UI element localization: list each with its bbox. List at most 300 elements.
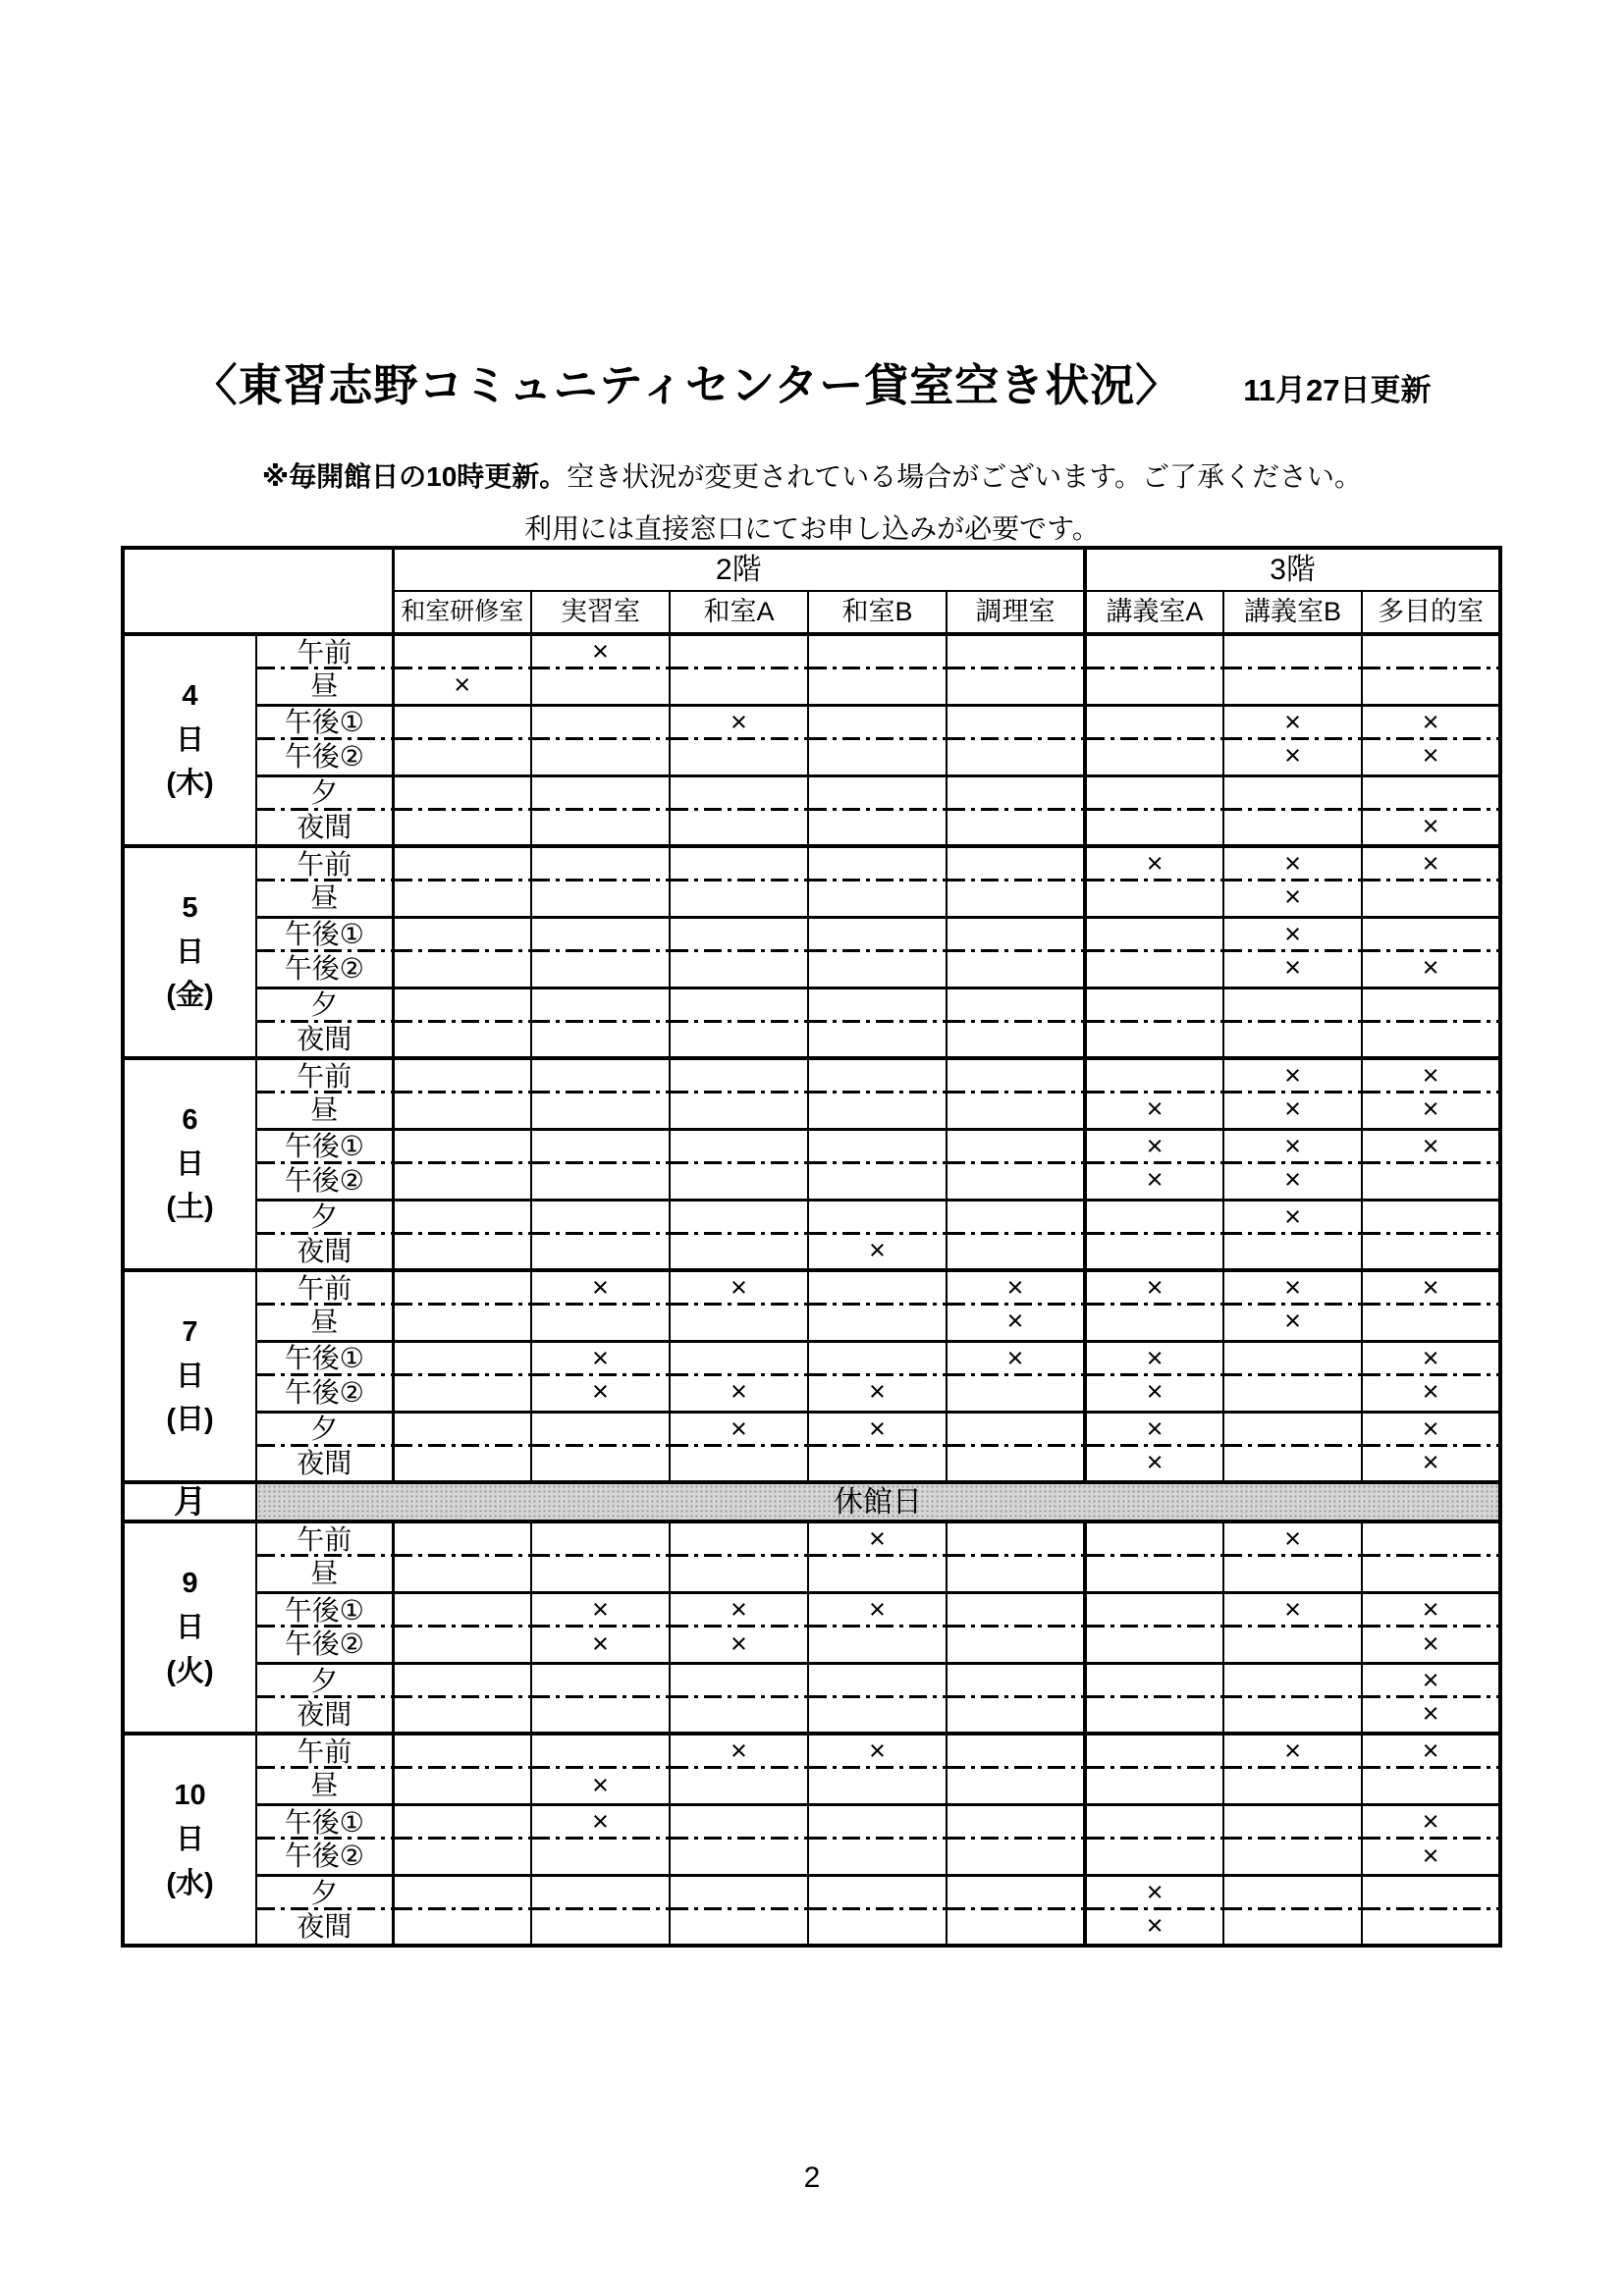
time-slot-label: 午後① xyxy=(256,1804,393,1840)
date-weekday: (金) xyxy=(166,980,214,1012)
availability-cell xyxy=(670,1522,808,1557)
page-number: 2 xyxy=(803,2162,821,2194)
availability-cell xyxy=(1223,1804,1362,1840)
time-slot-label: 午後② xyxy=(256,1376,393,1412)
availability-cell xyxy=(947,1910,1085,1946)
date-weekday: (水) xyxy=(166,1867,214,1899)
availability-cell: × xyxy=(1362,1592,1500,1628)
availability-cell xyxy=(393,775,531,811)
availability-cell xyxy=(1362,1522,1500,1557)
availability-cell xyxy=(670,1023,808,1058)
time-slot-label: 午後② xyxy=(256,740,393,775)
time-slot-row xyxy=(123,1628,1500,1663)
availability-cell: × xyxy=(947,1341,1085,1376)
availability-cell xyxy=(1085,1306,1223,1341)
availability-cell xyxy=(531,740,670,775)
availability-cell xyxy=(531,811,670,846)
availability-cell xyxy=(531,1235,670,1270)
availability-cell xyxy=(1085,881,1223,917)
availability-cell: × xyxy=(1362,1376,1500,1412)
availability-cell xyxy=(670,811,808,846)
availability-cell xyxy=(393,1094,531,1129)
availability-cell: × xyxy=(1362,1412,1500,1447)
availability-cell xyxy=(1085,669,1223,705)
availability-cell xyxy=(947,952,1085,988)
availability-cell xyxy=(947,1023,1085,1058)
availability-cell xyxy=(947,1769,1085,1804)
availability-cell xyxy=(947,1522,1085,1557)
date-cell xyxy=(123,634,256,846)
availability-cell xyxy=(808,705,947,740)
availability-cell xyxy=(1362,881,1500,917)
availability-cell xyxy=(1223,1663,1362,1698)
availability-cell xyxy=(1223,634,1362,669)
availability-cell xyxy=(808,846,947,881)
availability-cell xyxy=(670,846,808,881)
availability-cell: × xyxy=(1223,1164,1362,1200)
availability-cell xyxy=(1223,1698,1362,1734)
availability-cell xyxy=(1362,1235,1500,1270)
availability-cell xyxy=(393,1840,531,1875)
availability-cell xyxy=(393,1628,531,1663)
time-slot-row xyxy=(123,988,1500,1023)
time-slot-label: 昼 xyxy=(256,1769,393,1804)
availability-cell xyxy=(808,1840,947,1875)
availability-cell xyxy=(808,1164,947,1200)
date-number: 4 xyxy=(182,679,198,712)
availability-cell xyxy=(1085,1023,1223,1058)
availability-cell xyxy=(393,1875,531,1910)
time-slot-row xyxy=(123,1341,1500,1376)
availability-cell: × xyxy=(670,1376,808,1412)
availability-cell xyxy=(393,881,531,917)
availability-cell xyxy=(531,1412,670,1447)
time-slot-row xyxy=(123,634,1500,669)
availability-cell xyxy=(1223,1557,1362,1592)
availability-cell xyxy=(1362,1200,1500,1235)
availability-cell: × xyxy=(1223,952,1362,988)
availability-cell: × xyxy=(1085,1094,1223,1129)
availability-cell: × xyxy=(1362,1663,1500,1698)
floor-header-row xyxy=(123,548,1500,591)
availability-cell xyxy=(1085,740,1223,775)
time-slot-label: 昼 xyxy=(256,881,393,917)
availability-cell: × xyxy=(670,1734,808,1769)
availability-cell xyxy=(1085,705,1223,740)
availability-cell: × xyxy=(1362,1734,1500,1769)
availability-cell: × xyxy=(1223,881,1362,917)
availability-cell: × xyxy=(1362,705,1500,740)
availability-cell xyxy=(1085,811,1223,846)
time-slot-label: 午前 xyxy=(256,1270,393,1306)
availability-cell xyxy=(808,634,947,669)
availability-cell xyxy=(947,1592,1085,1628)
closed-notice: 休館日 xyxy=(256,1482,1500,1522)
availability-cell: × xyxy=(1362,1804,1500,1840)
note-line-1 xyxy=(0,455,1624,495)
time-slot-row xyxy=(123,1769,1500,1804)
availability-cell xyxy=(531,1910,670,1946)
time-slot-label: 昼 xyxy=(256,1557,393,1592)
availability-cell xyxy=(393,1592,531,1628)
availability-cell xyxy=(393,811,531,846)
time-slot-label: 午後① xyxy=(256,917,393,952)
availability-cell xyxy=(947,1628,1085,1663)
time-slot-row xyxy=(123,1023,1500,1058)
time-slot-label: 昼 xyxy=(256,669,393,705)
availability-cell xyxy=(947,811,1085,846)
availability-cell xyxy=(808,1094,947,1129)
availability-cell xyxy=(393,1270,531,1306)
availability-cell xyxy=(947,1804,1085,1840)
availability-cell xyxy=(947,1058,1085,1094)
availability-cell xyxy=(393,952,531,988)
availability-cell xyxy=(670,1875,808,1910)
availability-cell xyxy=(808,1306,947,1341)
date-number: 7 xyxy=(182,1315,198,1348)
availability-cell xyxy=(393,1164,531,1200)
availability-cell xyxy=(808,1663,947,1698)
availability-cell: × xyxy=(670,1592,808,1628)
availability-cell xyxy=(670,1840,808,1875)
availability-cell xyxy=(670,1804,808,1840)
time-slot-label: 午後② xyxy=(256,1164,393,1200)
availability-cell xyxy=(531,952,670,988)
availability-cell xyxy=(1223,1023,1362,1058)
availability-cell xyxy=(1223,669,1362,705)
availability-cell xyxy=(531,775,670,811)
availability-cell xyxy=(808,1875,947,1910)
availability-cell xyxy=(670,952,808,988)
time-slot-label: 午前 xyxy=(256,1058,393,1094)
availability-cell xyxy=(531,1200,670,1235)
availability-cell xyxy=(1223,988,1362,1023)
availability-cell xyxy=(531,988,670,1023)
availability-cell: × xyxy=(1223,1306,1362,1341)
time-slot-label: 夜間 xyxy=(256,1698,393,1734)
date-cell xyxy=(123,1522,256,1734)
availability-cell xyxy=(531,881,670,917)
time-slot-label: 午後① xyxy=(256,705,393,740)
availability-cell: × xyxy=(531,1628,670,1663)
time-slot-row xyxy=(123,1200,1500,1235)
availability-cell xyxy=(1085,1698,1223,1734)
time-slot-label: 午前 xyxy=(256,1522,393,1557)
availability-cell xyxy=(1085,988,1223,1023)
availability-cell xyxy=(531,1522,670,1557)
availability-cell: × xyxy=(531,1592,670,1628)
availability-cell xyxy=(393,1769,531,1804)
availability-cell: × xyxy=(1085,1341,1223,1376)
availability-cell: × xyxy=(1362,1094,1500,1129)
time-slot-label: 夜間 xyxy=(256,1447,393,1482)
room-header: 調理室 xyxy=(947,591,1085,634)
availability-cell: × xyxy=(1085,1412,1223,1447)
availability-cell xyxy=(1085,1734,1223,1769)
time-slot-row xyxy=(123,1804,1500,1840)
time-slot-row xyxy=(123,1129,1500,1164)
availability-cell xyxy=(808,1769,947,1804)
date-weekday: (木) xyxy=(166,768,214,800)
availability-cell xyxy=(1085,1522,1223,1557)
time-slot-label: 午後① xyxy=(256,1129,393,1164)
availability-cell xyxy=(1085,1557,1223,1592)
availability-cell xyxy=(531,1663,670,1698)
room-header: 講義室A xyxy=(1085,591,1223,634)
availability-cell xyxy=(531,1447,670,1482)
availability-cell xyxy=(808,775,947,811)
availability-cell xyxy=(393,1412,531,1447)
availability-cell: × xyxy=(1362,1628,1500,1663)
availability-cell xyxy=(808,1557,947,1592)
availability-cell xyxy=(1085,775,1223,811)
availability-cell xyxy=(1223,1628,1362,1663)
availability-cell: × xyxy=(1085,846,1223,881)
time-slot-row xyxy=(123,705,1500,740)
availability-cell xyxy=(393,1376,531,1412)
availability-cell xyxy=(1085,1235,1223,1270)
availability-cell xyxy=(393,634,531,669)
availability-cell xyxy=(1223,775,1362,811)
availability-cell: × xyxy=(1362,1058,1500,1094)
time-slot-row xyxy=(123,1376,1500,1412)
availability-cell xyxy=(1362,1306,1500,1341)
availability-cell xyxy=(947,1663,1085,1698)
availability-cell xyxy=(947,705,1085,740)
availability-cell: × xyxy=(1085,1376,1223,1412)
availability-cell: × xyxy=(1085,1129,1223,1164)
availability-cell: × xyxy=(947,1270,1085,1306)
availability-cell xyxy=(393,1557,531,1592)
availability-cell xyxy=(670,1164,808,1200)
time-slot-label: 夕 xyxy=(256,1412,393,1447)
time-slot-row xyxy=(123,1663,1500,1698)
date-number: 10 xyxy=(174,1779,206,1811)
availability-cell xyxy=(947,917,1085,952)
availability-cell xyxy=(670,775,808,811)
availability-cell: × xyxy=(1223,1129,1362,1164)
availability-cell: × xyxy=(1362,1447,1500,1482)
time-slot-row xyxy=(123,1235,1500,1270)
date-weekday: (火) xyxy=(166,1655,214,1687)
availability-cell: × xyxy=(1223,1734,1362,1769)
time-slot-row xyxy=(123,1522,1500,1557)
page-title: 〈東習志野コミュニティセンター貸室空き状況〉 xyxy=(192,360,1181,410)
availability-cell xyxy=(670,1235,808,1270)
availability-cell xyxy=(1223,1910,1362,1946)
availability-cell xyxy=(947,1164,1085,1200)
availability-cell xyxy=(531,669,670,705)
time-slot-label: 午前 xyxy=(256,634,393,669)
note-line-2: 利用には直接窓口にてお申し込みが必要です。 xyxy=(524,513,1100,544)
availability-cell xyxy=(947,1840,1085,1875)
time-slot-label: 昼 xyxy=(256,1094,393,1129)
time-slot-label: 夕 xyxy=(256,1875,393,1910)
availability-cell: × xyxy=(531,634,670,669)
time-slot-label: 夕 xyxy=(256,775,393,811)
availability-cell xyxy=(393,917,531,952)
availability-cell xyxy=(531,1698,670,1734)
availability-cell xyxy=(947,1698,1085,1734)
note-line-1-rest: 空き状況が変更されている場合がございます。ご了承ください。 xyxy=(567,461,1363,492)
availability-cell xyxy=(947,881,1085,917)
time-slot-row xyxy=(123,1447,1500,1482)
date-cell xyxy=(123,846,256,1058)
availability-cell xyxy=(947,1412,1085,1447)
time-slot-label: 午後② xyxy=(256,1840,393,1875)
availability-cell xyxy=(947,740,1085,775)
date-unit: 日 xyxy=(175,1611,204,1643)
availability-cell xyxy=(1362,669,1500,705)
availability-cell xyxy=(393,1910,531,1946)
availability-cell xyxy=(670,1341,808,1376)
availability-cell xyxy=(808,988,947,1023)
availability-cell xyxy=(1223,811,1362,846)
availability-cell xyxy=(393,1804,531,1840)
availability-cell: × xyxy=(1362,1840,1500,1875)
time-slot-row xyxy=(123,811,1500,846)
date-weekday: (土) xyxy=(166,1192,214,1224)
availability-cell: × xyxy=(1362,1270,1500,1306)
availability-cell xyxy=(393,1129,531,1164)
availability-cell xyxy=(808,1341,947,1376)
availability-cell: × xyxy=(1362,1341,1500,1376)
date-unit: 日 xyxy=(175,723,204,756)
availability-cell: × xyxy=(1085,1447,1223,1482)
availability-cell xyxy=(670,988,808,1023)
time-slot-label: 夜間 xyxy=(256,1235,393,1270)
time-slot-row xyxy=(123,846,1500,881)
availability-cell xyxy=(531,1164,670,1200)
corner-cell xyxy=(123,548,393,634)
closed-day-label: 月 xyxy=(123,1482,256,1522)
time-slot-label: 夜間 xyxy=(256,1023,393,1058)
availability-cell xyxy=(393,1341,531,1376)
availability-table xyxy=(121,546,1502,1948)
time-slot-label: 午前 xyxy=(256,846,393,881)
availability-cell xyxy=(670,1698,808,1734)
room-header: 講義室B xyxy=(1223,591,1362,634)
availability-cell xyxy=(1085,1840,1223,1875)
availability-cell xyxy=(1362,1557,1500,1592)
availability-cell: × xyxy=(1223,1058,1362,1094)
date-unit: 日 xyxy=(175,1148,204,1180)
availability-cell: × xyxy=(531,1376,670,1412)
availability-cell xyxy=(393,705,531,740)
availability-cell xyxy=(808,1023,947,1058)
availability-cell: × xyxy=(1362,740,1500,775)
availability-cell: × xyxy=(531,1804,670,1840)
availability-cell xyxy=(1223,1341,1362,1376)
time-slot-row xyxy=(123,1164,1500,1200)
availability-cell: × xyxy=(1362,1129,1500,1164)
availability-cell xyxy=(670,1306,808,1341)
availability-cell xyxy=(947,988,1085,1023)
availability-cell xyxy=(1085,1769,1223,1804)
availability-cell xyxy=(531,1840,670,1875)
availability-cell xyxy=(670,1129,808,1164)
availability-cell: × xyxy=(808,1235,947,1270)
availability-cell xyxy=(531,1094,670,1129)
time-slot-row xyxy=(123,1306,1500,1341)
time-slot-label: 夕 xyxy=(256,988,393,1023)
date-unit: 日 xyxy=(175,1823,204,1855)
availability-cell xyxy=(947,1734,1085,1769)
availability-cell xyxy=(1223,1376,1362,1412)
time-slot-row xyxy=(123,1270,1500,1306)
availability-cell: × xyxy=(1223,846,1362,881)
updated-date-label: 11月27日更新 xyxy=(1243,373,1432,407)
time-slot-label: 夕 xyxy=(256,1663,393,1698)
time-slot-row xyxy=(123,917,1500,952)
availability-cell xyxy=(531,1875,670,1910)
availability-cell: × xyxy=(1085,1875,1223,1910)
availability-cell xyxy=(808,881,947,917)
availability-cell xyxy=(670,1663,808,1698)
availability-cell: × xyxy=(531,1270,670,1306)
availability-cell xyxy=(393,1235,531,1270)
availability-cell xyxy=(808,1447,947,1482)
availability-cell xyxy=(1362,1875,1500,1910)
availability-cell xyxy=(393,740,531,775)
availability-cell xyxy=(1085,1592,1223,1628)
time-slot-row xyxy=(123,881,1500,917)
availability-cell xyxy=(1085,1804,1223,1840)
availability-cell xyxy=(1223,1447,1362,1482)
room-header: 和室B xyxy=(808,591,947,634)
availability-cell xyxy=(947,846,1085,881)
availability-cell xyxy=(1223,1875,1362,1910)
availability-cell xyxy=(808,1804,947,1840)
availability-cell xyxy=(808,952,947,988)
floor-header-3f: 3階 xyxy=(1085,548,1500,591)
availability-cell xyxy=(947,1376,1085,1412)
availability-cell xyxy=(947,634,1085,669)
availability-cell xyxy=(393,1306,531,1341)
availability-cell xyxy=(808,1698,947,1734)
availability-cell xyxy=(1362,1164,1500,1200)
availability-cell xyxy=(670,1557,808,1592)
availability-cell xyxy=(947,1875,1085,1910)
availability-cell xyxy=(670,1058,808,1094)
availability-cell xyxy=(1362,1910,1500,1946)
availability-cell: × xyxy=(808,1734,947,1769)
availability-cell xyxy=(1223,1769,1362,1804)
availability-cell: × xyxy=(1223,1094,1362,1129)
availability-cell: × xyxy=(1223,1522,1362,1557)
availability-cell: × xyxy=(1085,1164,1223,1200)
room-header: 和室A xyxy=(670,591,808,634)
time-slot-label: 午前 xyxy=(256,1734,393,1769)
availability-cell: × xyxy=(947,1306,1085,1341)
availability-cell: × xyxy=(1085,1910,1223,1946)
room-header: 多目的室 xyxy=(1362,591,1500,634)
availability-cell xyxy=(947,1094,1085,1129)
availability-cell xyxy=(531,917,670,952)
floor-header-2f: 2階 xyxy=(393,548,1085,591)
availability-cell xyxy=(393,846,531,881)
time-slot-label: 午後① xyxy=(256,1592,393,1628)
time-slot-row xyxy=(123,1592,1500,1628)
availability-cell xyxy=(1362,634,1500,669)
time-slot-row xyxy=(123,1094,1500,1129)
availability-cell xyxy=(393,1058,531,1094)
time-slot-label: 午後① xyxy=(256,1341,393,1376)
availability-cell xyxy=(531,1734,670,1769)
availability-cell xyxy=(670,1769,808,1804)
time-slot-row xyxy=(123,775,1500,811)
time-slot-label: 夜間 xyxy=(256,1910,393,1946)
